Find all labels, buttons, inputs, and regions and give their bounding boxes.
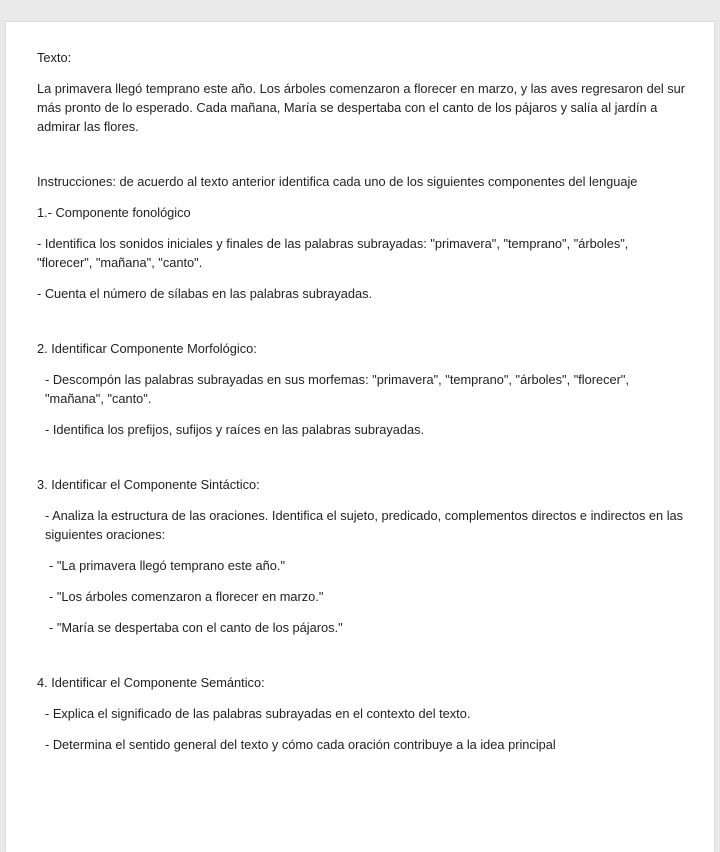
heading: Texto: <box>37 50 72 65</box>
section-4-title: 4. Identificar el Componente Semántico: <box>37 675 265 690</box>
section-1-title: 1.- Componente fonológico <box>37 205 191 220</box>
instructions: Instrucciones: de acuerdo al texto anterior identifica cada uno de los siguientes componentes del lenguaje <box>37 174 638 189</box>
section-3-quote-1: - "La primavera llegó temprano este año." <box>49 558 285 573</box>
section-2-item-1: - Descompón las palabras subrayadas en sus morfemas: "primavera", "temprano", "árboles", "florecer", "mañana", "canto". <box>45 372 630 406</box>
section-4-item-2: - Determina el sentido general del texto y cómo cada oración contribuye a la idea principal <box>45 737 556 752</box>
section-3-quote-2: - "Los árboles comenzaron a florecer en marzo." <box>49 589 324 604</box>
document-content <box>37 48 687 754</box>
section-3-quote-3: - "María se despertaba con el canto de los pájaros." <box>49 620 343 635</box>
section-2-item-2: - Identifica los prefijos, sufijos y raíces en las palabras subrayadas. <box>45 422 425 437</box>
section-1-item-1: - Identifica los sonidos iniciales y finales de las palabras subrayadas: "primavera", "temprano", "árboles", "florecer", "mañana", "canto". <box>37 236 629 270</box>
document-page <box>6 22 714 852</box>
section-1-item-2: - Cuenta el número de sílabas en las palabras subrayadas. <box>37 286 373 301</box>
section-4-item-1: - Explica el significado de las palabras subrayadas en el contexto del texto. <box>45 706 471 721</box>
section-2-title: 2. Identificar Componente Morfológico: <box>37 341 257 356</box>
section-3-title: 3. Identificar el Componente Sintáctico: <box>37 477 260 492</box>
passage: La primavera llegó temprano este año. Los árboles comenzaron a florecer en marzo, y las aves regresaron del sur más pronto de lo esperado. Cada mañana, María se despertaba con el canto de los pájaros y salía al jardín a admirar las flores. <box>37 81 685 134</box>
section-3-item-1: - Analiza la estructura de las oraciones. Identifica el sujeto, predicado, complementos directos e indirectos en las siguientes oraciones: <box>45 508 684 542</box>
